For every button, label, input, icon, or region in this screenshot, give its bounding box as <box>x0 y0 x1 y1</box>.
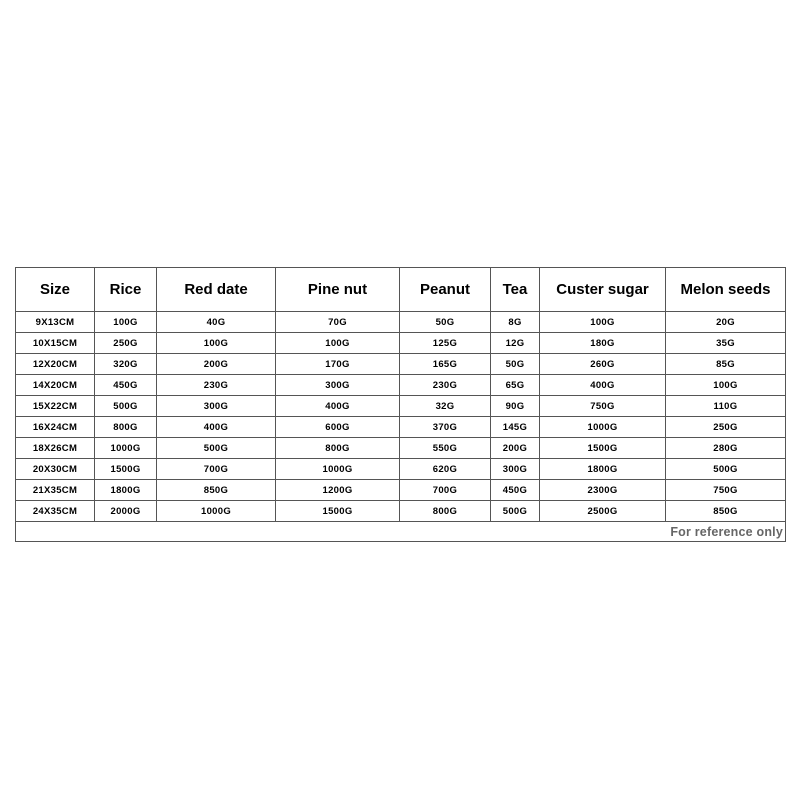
capacity-cell: 20G <box>666 312 786 333</box>
column-header-custer-sugar: Custer sugar <box>540 268 666 312</box>
table-row <box>16 375 786 396</box>
capacity-cell: 850G <box>157 480 276 501</box>
capacity-cell: 32G <box>400 396 491 417</box>
table-row <box>16 333 786 354</box>
column-header-tea: Tea <box>491 268 540 312</box>
capacity-cell: 400G <box>276 396 400 417</box>
capacity-cell: 1000G <box>157 501 276 522</box>
column-header-melon-seeds: Melon seeds <box>666 268 786 312</box>
capacity-cell: 260G <box>540 354 666 375</box>
capacity-cell: 550G <box>400 438 491 459</box>
capacity-cell: 1800G <box>540 459 666 480</box>
capacity-cell: 70G <box>276 312 400 333</box>
size-cell: 21X35CM <box>16 480 95 501</box>
capacity-cell: 450G <box>95 375 157 396</box>
size-capacity-sheet <box>15 267 785 542</box>
capacity-cell: 200G <box>157 354 276 375</box>
capacity-cell: 50G <box>491 354 540 375</box>
capacity-cell: 280G <box>666 438 786 459</box>
capacity-cell: 12G <box>491 333 540 354</box>
capacity-cell: 620G <box>400 459 491 480</box>
capacity-cell: 100G <box>276 333 400 354</box>
capacity-cell: 100G <box>95 312 157 333</box>
capacity-cell: 90G <box>491 396 540 417</box>
size-cell: 24X35CM <box>16 501 95 522</box>
capacity-cell: 1200G <box>276 480 400 501</box>
capacity-cell: 800G <box>276 438 400 459</box>
capacity-cell: 400G <box>157 417 276 438</box>
size-cell: 16X24CM <box>16 417 95 438</box>
capacity-cell: 1500G <box>276 501 400 522</box>
table-body <box>16 312 786 522</box>
capacity-cell: 700G <box>400 480 491 501</box>
capacity-cell: 850G <box>666 501 786 522</box>
size-cell: 14X20CM <box>16 375 95 396</box>
capacity-cell: 230G <box>400 375 491 396</box>
table-header-row <box>16 268 786 312</box>
capacity-cell: 500G <box>95 396 157 417</box>
capacity-cell: 320G <box>95 354 157 375</box>
table-footer-row <box>16 522 786 542</box>
capacity-cell: 165G <box>400 354 491 375</box>
capacity-cell: 300G <box>157 396 276 417</box>
capacity-cell: 300G <box>276 375 400 396</box>
size-cell: 20X30CM <box>16 459 95 480</box>
capacity-cell: 500G <box>491 501 540 522</box>
table-row <box>16 396 786 417</box>
column-header-peanut: Peanut <box>400 268 491 312</box>
column-header-pine-nut: Pine nut <box>276 268 400 312</box>
capacity-cell: 1000G <box>276 459 400 480</box>
capacity-cell: 750G <box>540 396 666 417</box>
column-header-size: Size <box>16 268 95 312</box>
capacity-cell: 300G <box>491 459 540 480</box>
table-row <box>16 312 786 333</box>
capacity-cell: 180G <box>540 333 666 354</box>
capacity-cell: 250G <box>666 417 786 438</box>
capacity-cell: 100G <box>157 333 276 354</box>
capacity-cell: 1000G <box>540 417 666 438</box>
size-cell: 9X13CM <box>16 312 95 333</box>
capacity-cell: 400G <box>540 375 666 396</box>
capacity-cell: 1800G <box>95 480 157 501</box>
capacity-cell: 65G <box>491 375 540 396</box>
capacity-cell: 1000G <box>95 438 157 459</box>
capacity-cell: 2500G <box>540 501 666 522</box>
capacity-cell: 2300G <box>540 480 666 501</box>
table-row <box>16 417 786 438</box>
size-cell: 10X15CM <box>16 333 95 354</box>
capacity-cell: 450G <box>491 480 540 501</box>
size-cell: 12X20CM <box>16 354 95 375</box>
capacity-cell: 230G <box>157 375 276 396</box>
table-row <box>16 501 786 522</box>
table-row <box>16 354 786 375</box>
capacity-cell: 50G <box>400 312 491 333</box>
table-row <box>16 438 786 459</box>
capacity-cell: 100G <box>666 375 786 396</box>
capacity-cell: 500G <box>157 438 276 459</box>
size-cell: 15X22CM <box>16 396 95 417</box>
capacity-cell: 800G <box>95 417 157 438</box>
capacity-cell: 500G <box>666 459 786 480</box>
capacity-cell: 110G <box>666 396 786 417</box>
capacity-cell: 370G <box>400 417 491 438</box>
capacity-cell: 85G <box>666 354 786 375</box>
capacity-cell: 2000G <box>95 501 157 522</box>
capacity-cell: 40G <box>157 312 276 333</box>
capacity-cell: 200G <box>491 438 540 459</box>
capacity-cell: 35G <box>666 333 786 354</box>
capacity-cell: 8G <box>491 312 540 333</box>
capacity-cell: 600G <box>276 417 400 438</box>
capacity-cell: 100G <box>540 312 666 333</box>
capacity-cell: 1500G <box>540 438 666 459</box>
table-row <box>16 459 786 480</box>
column-header-rice: Rice <box>95 268 157 312</box>
capacity-cell: 800G <box>400 501 491 522</box>
capacity-cell: 750G <box>666 480 786 501</box>
capacity-cell: 1500G <box>95 459 157 480</box>
capacity-cell: 170G <box>276 354 400 375</box>
capacity-cell: 145G <box>491 417 540 438</box>
capacity-cell: 700G <box>157 459 276 480</box>
size-cell: 18X26CM <box>16 438 95 459</box>
size-capacity-table <box>15 267 786 542</box>
capacity-cell: 125G <box>400 333 491 354</box>
capacity-cell: 250G <box>95 333 157 354</box>
table-row <box>16 480 786 501</box>
column-header-red-date: Red date <box>157 268 276 312</box>
reference-note: For reference only <box>16 522 786 542</box>
